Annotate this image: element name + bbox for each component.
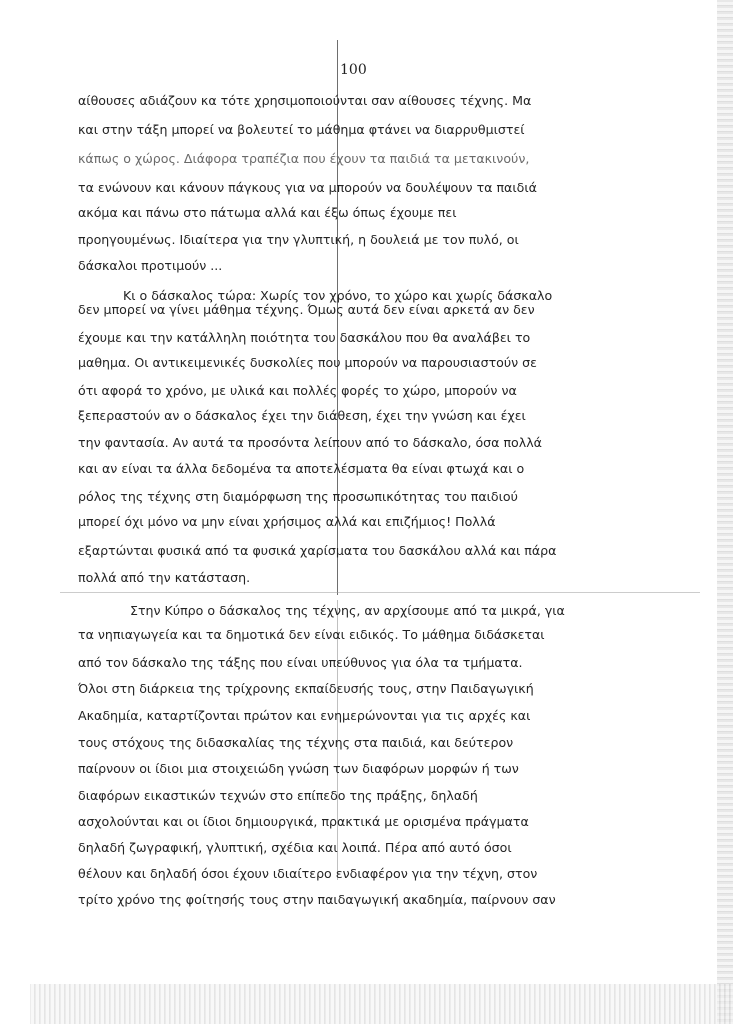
scan-edge-bottom (30, 984, 733, 1024)
text-line: τρίτο χρόνο της φοίτησής τους στην παιδαγωγική ακαδημία, παίρνουν σαν (78, 892, 556, 907)
text-line: διαφόρων εικαστικών τεχνών στο επίπεδο της πράξης, δηλαδή (78, 788, 478, 803)
text-line: μαθημα. Οι αντικειμενικές δυσκολίες που μπορούν να παρουσιαστούν σε (78, 355, 537, 370)
text-line: και στην τάξη μπορεί να βολευτεί το μάθημα φτάνει να διαρρυθμιστεί (78, 122, 525, 137)
text-line: δάσκαλοι προτιμούν ... (78, 258, 223, 273)
text-line: πολλά από την κατάσταση. (78, 570, 251, 585)
page-seam (60, 592, 700, 593)
text-line: τα νηπιαγωγεία και τα δημοτικά δεν είναι ειδικός. Το μάθημα διδάσκεται (78, 627, 545, 642)
text-line: Κι ο δάσκαλος τώρα: Χωρίς τον χρόνο, το χώρο και χωρίς δάσκαλο (123, 288, 553, 303)
text-line: ρόλος της τέχνης στη διαμόρφωση της προσωπικότητας του παιδιού (78, 489, 518, 504)
text-line: αίθουσες αδιάζουν κα τότε χρησιμοποιούνται σαν αίθουσες τέχνης. Μα (78, 93, 532, 108)
text-line: ακόμα και πάνω στο πάτωμα αλλά και έξω όπως έχουμε πει (78, 205, 457, 220)
text-line: τα ενώνουν και κάνουν πάγκους για να μπορούν να δουλέψουν τα παιδιά (78, 180, 537, 195)
text-line: θέλουν και δηλαδή όσοι έχουν ιδιαίτερο ενδιαφέρον για την τέχνη, στον (78, 866, 538, 881)
text-line: Στην Κύπρο ο δάσκαλος της τέχνης, αν αρχίσουμε από τα μικρά, για (130, 603, 565, 618)
text-line: τους στόχους της διδασκαλίας της τέχνης στα παιδιά, και δεύτερον (78, 735, 514, 750)
text-line: μπορεί όχι μόνο να μην είναι χρήσιμος αλλά και επιζήμιος! Πολλά (78, 514, 496, 529)
text-line: και αν είναι τα άλλα δεδομένα τα αποτελέσματα θα είναι φτωχά και ο (78, 461, 525, 476)
page-number: 100 (340, 62, 367, 78)
text-line: Όλοι στη διάρκεια της τρίχρονης εκπαίδευσής τους, στην Παιδαγωγική (78, 681, 534, 696)
text-line: προηγουμένως. Ιδιαίτερα για την γλυπτική, η δουλειά με τον πυλό, οι (78, 232, 519, 247)
text-line: παίρνουν οι ίδιοι μια στοιχειώδη γνώση των διαφόρων μορφών ή των (78, 761, 519, 776)
scan-edge-right (717, 0, 733, 1024)
text-line: ξεπεραστούν αν ο δάσκαλος έχει την διάθεση, έχει την γνώση και έχει (78, 408, 526, 423)
text-line: ασχολούνται και οι ίδιοι δημιουργικά, πρακτικά με ορισμένα πράγματα (78, 814, 529, 829)
text-line: από τον δάσκαλο της τάξης που είναι υπεύθυνος για όλα τα τμήματα. (78, 655, 523, 670)
text-line: δεν μπορεί να γίνει μάθημα τέχνης. Όμως αυτά δεν είναι αρκετά αν δεν (78, 302, 535, 317)
text-line: κάπως ο χώρος. Διάφορα τραπέζια που έχουν τα παιδιά τα μετακινούν, (78, 151, 530, 166)
text-line: Ακαδημία, καταρτίζονται πρώτον και ενημερώνονται για τις αρχές και (78, 708, 531, 723)
text-line: έχουμε και την κατάλληλη ποιότητα του δασκάλου που θα αναλάβει το (78, 330, 531, 345)
text-line: ότι αφορά το χρόνο, με υλικά και πολλές φορές το χώρο, μπορούν να (78, 383, 517, 398)
text-line: την φαντασία. Αν αυτά τα προσόντα λείπουν από το δάσκαλο, όσα πολλά (78, 435, 542, 450)
text-line: εξαρτώνται φυσικά από τα φυσικά χαρίσματα του δασκάλου αλλά και πάρα (78, 543, 557, 558)
text-line: δηλαδή ζωγραφική, γλυπτική, σχέδια και λοιπά. Πέρα από αυτό όσοι (78, 840, 512, 855)
